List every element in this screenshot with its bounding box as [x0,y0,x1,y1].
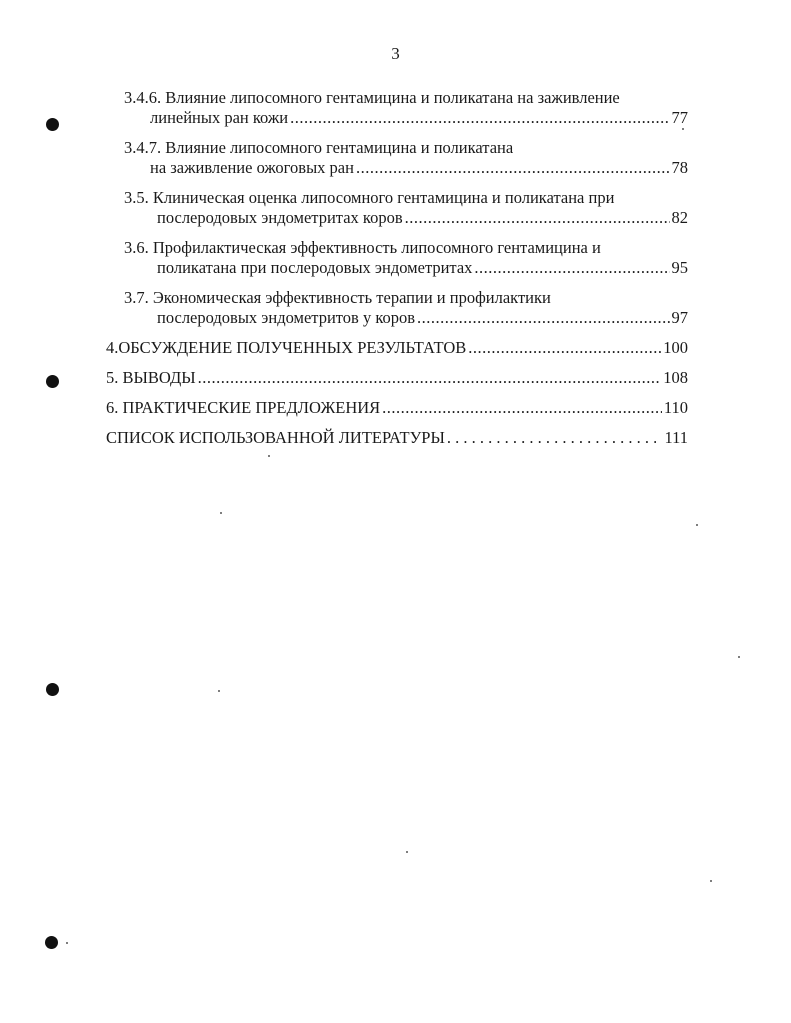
toc-entry-5 [106,368,688,388]
scan-speck [268,455,270,457]
leader-dots [356,158,670,178]
toc-entry-6 [106,398,688,418]
toc-entry-3-7 [157,308,688,328]
toc-entry-title: линейных ран кожи [150,108,289,127]
page-number: 3 [391,44,400,63]
punch-hole-mark [46,375,59,388]
leader-dots [382,398,662,418]
toc-entry-3-4-6 [150,108,688,128]
leader-dots [290,108,669,128]
punch-hole-mark [46,683,59,696]
toc-entry-3-5-line1: 3.5. Клиническая оценка липосомного гентамицина и поликатана при [124,188,615,207]
toc-entry-3-6-line1: 3.6. Профилактическая эффективность липосомного гентамицина и [124,238,601,257]
toc-page-number: 108 [663,368,688,387]
toc-entry-3-7-line1: 3.7. Экономическая эффективность терапии и профилактики [124,288,551,307]
leader-dots [198,368,662,388]
toc-page-number: 111 [664,428,688,447]
scan-speck [66,942,68,944]
leader-dots [468,338,661,358]
scan-speck [220,512,222,514]
toc-entry-3-5 [157,208,688,228]
toc-entry-3-4-7-line1: 3.4.7. Влияние липосомного гентамицина и поликатана [124,138,514,157]
scan-speck [218,690,220,692]
scan-speck [406,851,408,853]
toc-page-number: 77 [671,108,688,127]
toc-entry-title: послеродовых эндометритах коров [157,208,403,227]
toc-page-number: 97 [671,308,688,327]
scan-speck [682,128,684,130]
leader-dots [417,308,669,328]
punch-hole-mark [45,936,58,949]
leader-dots [447,428,657,448]
toc-entry-title: послеродовых эндометритов у коров [157,308,416,327]
toc-page-number: 110 [663,398,688,417]
toc-entry-title: 4.ОБСУЖДЕНИЕ ПОЛУЧЕННЫХ РЕЗУЛЬТАТОВ [106,338,467,357]
toc-entry-4 [106,338,688,358]
toc-page-number: 78 [671,158,688,177]
toc-entry-bibliography [106,428,688,448]
toc-entry-3-6 [157,258,688,278]
toc-entry-3-4-7 [150,158,688,178]
scan-speck [738,656,740,658]
toc-entry-title: поликатана при послеродовых эндометритах [157,258,473,277]
toc-entry-title: СПИСОК ИСПОЛЬЗОВАННОЙ ЛИТЕРАТУРЫ [106,428,445,447]
punch-hole-mark [46,118,59,131]
toc-page-number: 95 [671,258,688,277]
leader-dots [405,208,670,228]
scan-speck [696,524,698,526]
toc-entry-3-4-6-line1: 3.4.6. Влияние липосомного гентамицина и поликатана на заживление [124,88,620,107]
toc-page-number: 82 [671,208,688,227]
leader-dots [474,258,669,278]
toc-page-number: 100 [663,338,688,357]
toc-entry-title: 5. ВЫВОДЫ [106,368,196,387]
toc-entry-title: на заживление ожоговых ран [150,158,354,177]
scan-speck [710,880,712,882]
toc-entry-title: 6. ПРАКТИЧЕСКИЕ ПРЕДЛОЖЕНИЯ [106,398,381,417]
